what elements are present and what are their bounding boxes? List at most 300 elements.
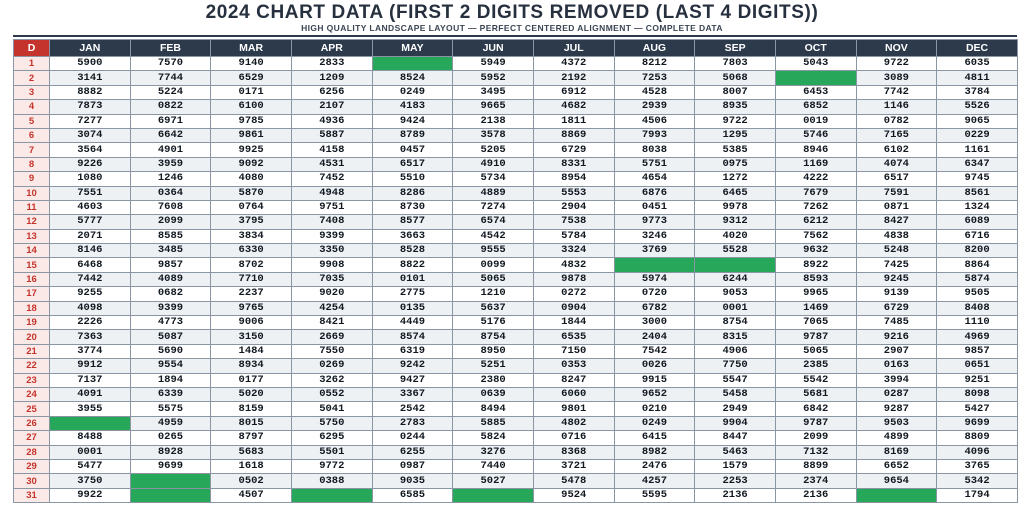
value-cell-jun: 5637 [453,301,534,315]
value-cell-oct: 9787 [775,330,856,344]
value-cell-mar: 0502 [211,474,292,488]
value-cell-sep: 8315 [695,330,776,344]
value-cell-may: 0101 [372,272,453,286]
value-cell-mar: 5020 [211,387,292,401]
value-cell-feb: 7608 [130,200,211,214]
value-cell-jul: 6060 [533,387,614,401]
month-header-oct: OCT [775,40,856,57]
value-cell-jun: 2138 [453,114,534,128]
value-cell-jul: 9878 [533,272,614,286]
highlighted-empty-cell-jan [50,416,131,430]
value-cell-feb: 9399 [130,301,211,315]
value-cell-dec: 8098 [937,387,1018,401]
value-cell-nov: 3089 [856,71,937,85]
value-cell-feb: 3959 [130,157,211,171]
value-cell-mar: 8797 [211,431,292,445]
value-cell-nov: 9139 [856,287,937,301]
value-cell-feb: 5575 [130,402,211,416]
value-cell-apr: 9751 [291,200,372,214]
value-cell-jul: 5478 [533,474,614,488]
value-cell-jan: 1080 [50,172,131,186]
value-cell-jun: 5027 [453,474,534,488]
month-header-nov: NOV [856,40,937,57]
value-cell-jun: 1210 [453,287,534,301]
value-cell-dec: 6035 [937,57,1018,71]
value-cell-nov: 9654 [856,474,937,488]
value-cell-mar: 0171 [211,85,292,99]
value-cell-apr: 4158 [291,143,372,157]
value-cell-aug: 9652 [614,387,695,401]
value-cell-jul: 6729 [533,143,614,157]
value-cell-jun: 2380 [453,373,534,387]
value-cell-jul: 0904 [533,301,614,315]
value-cell-apr: 7550 [291,344,372,358]
day-number-cell: 19 [14,316,50,330]
value-cell-may: 9427 [372,373,453,387]
value-cell-aug: 2939 [614,100,695,114]
value-cell-nov: 4838 [856,229,937,243]
value-cell-oct: 5746 [775,128,856,142]
value-cell-aug: 4506 [614,114,695,128]
value-cell-mar: 8015 [211,416,292,430]
value-cell-jul: 8331 [533,157,614,171]
value-cell-aug: 4528 [614,85,695,99]
value-cell-jan: 7363 [50,330,131,344]
day-number-cell: 16 [14,272,50,286]
table-row [14,416,1018,430]
value-cell-jan: 9255 [50,287,131,301]
value-cell-sep: 1272 [695,172,776,186]
value-cell-sep: 8935 [695,100,776,114]
value-cell-nov: 6729 [856,301,937,315]
value-cell-apr: 5041 [291,402,372,416]
value-cell-dec: 8561 [937,186,1018,200]
value-cell-jan: 7137 [50,373,131,387]
highlighted-empty-cell-feb [130,474,211,488]
highlighted-empty-cell-aug [614,258,695,272]
value-cell-may: 4449 [372,316,453,330]
value-cell-jan: 8882 [50,85,131,99]
day-number-cell: 5 [14,114,50,128]
table-row [14,244,1018,258]
value-cell-nov: 4074 [856,157,937,171]
table-row [14,373,1018,387]
value-cell-jan: 7277 [50,114,131,128]
month-header-may: MAY [372,40,453,57]
value-cell-jan: 2226 [50,316,131,330]
value-cell-mar: 6330 [211,244,292,258]
value-cell-jun: 5205 [453,143,534,157]
value-cell-feb: 9857 [130,258,211,272]
value-cell-aug: 6876 [614,186,695,200]
value-cell-nov: 8169 [856,445,937,459]
value-cell-sep: 2949 [695,402,776,416]
value-cell-sep: 4020 [695,229,776,243]
value-cell-nov: 9722 [856,57,937,71]
value-cell-dec: 1110 [937,316,1018,330]
value-cell-jun: 8754 [453,330,534,344]
value-cell-jun: 5949 [453,57,534,71]
value-cell-sep: 5547 [695,373,776,387]
value-cell-dec: 8200 [937,244,1018,258]
value-cell-may: 4183 [372,100,453,114]
value-cell-dec: 5526 [937,100,1018,114]
value-cell-feb: 7570 [130,57,211,71]
table-row [14,287,1018,301]
value-cell-feb: 4773 [130,316,211,330]
value-cell-aug: 5751 [614,157,695,171]
value-cell-feb: 7744 [130,71,211,85]
value-cell-jan: 8146 [50,244,131,258]
value-cell-oct: 8899 [775,459,856,473]
value-cell-apr: 2833 [291,57,372,71]
value-cell-jul: 6535 [533,330,614,344]
day-number-cell: 9 [14,172,50,186]
day-number-cell: 29 [14,459,50,473]
value-cell-apr: 4948 [291,186,372,200]
highlighted-empty-cell-oct [775,71,856,85]
value-cell-may: 8286 [372,186,453,200]
value-cell-apr: 7035 [291,272,372,286]
value-cell-aug: 2404 [614,330,695,344]
value-cell-apr: 8421 [291,316,372,330]
value-cell-sep: 7750 [695,359,776,373]
value-cell-dec: 9065 [937,114,1018,128]
value-cell-may: 6517 [372,157,453,171]
table-row [14,445,1018,459]
value-cell-feb: 9699 [130,459,211,473]
value-cell-nov: 4899 [856,431,937,445]
value-cell-may: 3367 [372,387,453,401]
highlighted-empty-cell-jun [453,488,534,502]
value-cell-oct: 9965 [775,287,856,301]
value-cell-jun: 6574 [453,215,534,229]
highlighted-empty-cell-sep [695,258,776,272]
table-row [14,100,1018,114]
value-cell-jun: 9665 [453,100,534,114]
value-cell-may: 8528 [372,244,453,258]
month-header-dec: DEC [937,40,1018,57]
value-cell-jun: 3495 [453,85,534,99]
title-divider [13,35,1017,37]
value-cell-oct: 5065 [775,344,856,358]
value-cell-may: 8524 [372,71,453,85]
value-cell-may: 0249 [372,85,453,99]
value-cell-feb: 4089 [130,272,211,286]
month-header-feb: FEB [130,40,211,57]
day-number-cell: 27 [14,431,50,445]
value-cell-nov: 1146 [856,100,937,114]
value-cell-nov: 2907 [856,344,937,358]
value-cell-apr: 4936 [291,114,372,128]
value-cell-dec: 4969 [937,330,1018,344]
value-cell-dec: 9505 [937,287,1018,301]
value-cell-aug: 8038 [614,143,695,157]
value-cell-dec: 3784 [937,85,1018,99]
value-cell-may: 8730 [372,200,453,214]
value-cell-jan: 3955 [50,402,131,416]
value-cell-mar: 8702 [211,258,292,272]
value-cell-aug: 6782 [614,301,695,315]
value-cell-oct: 6212 [775,215,856,229]
value-cell-jul: 4802 [533,416,614,430]
value-cell-sep: 5068 [695,71,776,85]
value-cell-nov: 9503 [856,416,937,430]
page-title: 2024 CHART DATA (FIRST 2 DIGITS REMOVED (LAST 4 DIGITS)) [205,2,819,23]
value-cell-feb: 9554 [130,359,211,373]
value-cell-aug: 0451 [614,200,695,214]
value-cell-oct: 7679 [775,186,856,200]
value-cell-mar: 9765 [211,301,292,315]
value-cell-jan: 3074 [50,128,131,142]
value-cell-sep: 9722 [695,114,776,128]
day-number-cell: 12 [14,215,50,229]
value-cell-aug: 0249 [614,416,695,430]
value-cell-jul: 2192 [533,71,614,85]
value-cell-apr: 4254 [291,301,372,315]
value-cell-dec: 6347 [937,157,1018,171]
value-cell-oct: 9787 [775,416,856,430]
day-number-cell: 14 [14,244,50,258]
value-cell-may: 3663 [372,229,453,243]
value-cell-may: 8577 [372,215,453,229]
value-cell-dec: 3765 [937,459,1018,473]
value-cell-aug: 3000 [614,316,695,330]
table-row [14,301,1018,315]
value-cell-jul: 9524 [533,488,614,502]
value-cell-jul: 1811 [533,114,614,128]
value-cell-dec: 9699 [937,416,1018,430]
value-cell-jan: 7442 [50,272,131,286]
value-cell-aug: 4654 [614,172,695,186]
value-cell-sep: 6244 [695,272,776,286]
value-cell-may: 9035 [372,474,453,488]
value-cell-apr: 4531 [291,157,372,171]
value-cell-may: 9242 [372,359,453,373]
table-row [14,431,1018,445]
value-cell-mar: 9925 [211,143,292,157]
value-cell-jun: 5734 [453,172,534,186]
table-row [14,157,1018,171]
value-cell-oct: 6842 [775,402,856,416]
value-cell-sep: 2253 [695,474,776,488]
table-row [14,474,1018,488]
day-number-cell: 26 [14,416,50,430]
value-cell-jun: 5251 [453,359,534,373]
value-cell-may: 2783 [372,416,453,430]
table-row [14,488,1018,502]
table-row [14,387,1018,401]
value-cell-aug: 7542 [614,344,695,358]
value-cell-nov: 7591 [856,186,937,200]
day-number-cell: 23 [14,373,50,387]
value-cell-jun: 9555 [453,244,534,258]
value-cell-jan: 4091 [50,387,131,401]
table-row [14,316,1018,330]
value-cell-nov: 6102 [856,143,937,157]
day-number-cell: 4 [14,100,50,114]
value-cell-sep: 4906 [695,344,776,358]
value-cell-jul: 4372 [533,57,614,71]
value-cell-jul: 5784 [533,229,614,243]
month-header-sep: SEP [695,40,776,57]
value-cell-mar: 0764 [211,200,292,214]
value-cell-mar: 9006 [211,316,292,330]
value-cell-apr: 0269 [291,359,372,373]
day-number-cell: 31 [14,488,50,502]
table-row [14,186,1018,200]
day-number-cell: 21 [14,344,50,358]
month-header-jun: JUN [453,40,534,57]
value-cell-feb: 0265 [130,431,211,445]
value-cell-jan: 5477 [50,459,131,473]
value-cell-jul: 0716 [533,431,614,445]
value-cell-jan: 7873 [50,100,131,114]
value-cell-sep: 2136 [695,488,776,502]
day-number-cell: 7 [14,143,50,157]
day-number-cell: 6 [14,128,50,142]
value-cell-jun: 4542 [453,229,534,243]
value-cell-nov: 8427 [856,215,937,229]
day-number-cell: 11 [14,200,50,214]
value-cell-feb: 4959 [130,416,211,430]
value-cell-jul: 0353 [533,359,614,373]
highlighted-empty-cell-feb [130,488,211,502]
value-cell-sep: 1579 [695,459,776,473]
value-cell-feb: 3485 [130,244,211,258]
value-cell-nov: 9245 [856,272,937,286]
value-cell-may: 0457 [372,143,453,157]
value-cell-mar: 5870 [211,186,292,200]
value-cell-jun: 5952 [453,71,534,85]
value-cell-mar: 5683 [211,445,292,459]
value-cell-oct: 1169 [775,157,856,171]
month-header-jan: JAN [50,40,131,57]
value-cell-dec: 9857 [937,344,1018,358]
value-cell-mar: 1484 [211,344,292,358]
value-cell-dec: 9745 [937,172,1018,186]
table-row [14,143,1018,157]
value-cell-jun: 7440 [453,459,534,473]
value-cell-apr: 5887 [291,128,372,142]
value-cell-oct: 9632 [775,244,856,258]
value-cell-jun: 3276 [453,445,534,459]
value-cell-apr: 5501 [291,445,372,459]
value-cell-feb: 5690 [130,344,211,358]
table-row [14,258,1018,272]
value-cell-jun: 5176 [453,316,534,330]
value-cell-mar: 3150 [211,330,292,344]
value-cell-oct: 7562 [775,229,856,243]
value-cell-sep: 5385 [695,143,776,157]
value-cell-sep: 9312 [695,215,776,229]
value-cell-jul: 1844 [533,316,614,330]
value-cell-jan: 5900 [50,57,131,71]
value-cell-apr: 7452 [291,172,372,186]
value-cell-mar: 8159 [211,402,292,416]
value-cell-jan: 3141 [50,71,131,85]
value-cell-apr: 5750 [291,416,372,430]
value-cell-dec: 6716 [937,229,1018,243]
value-cell-feb: 6642 [130,128,211,142]
value-cell-jan: 0001 [50,445,131,459]
value-cell-feb: 8928 [130,445,211,459]
value-cell-jun: 3578 [453,128,534,142]
value-cell-aug: 5974 [614,272,695,286]
day-number-cell: 3 [14,85,50,99]
value-cell-oct: 8946 [775,143,856,157]
value-cell-dec: 5874 [937,272,1018,286]
value-cell-dec: 4811 [937,71,1018,85]
highlighted-empty-cell-apr [291,488,372,502]
value-cell-mar: 9092 [211,157,292,171]
value-cell-jul: 4832 [533,258,614,272]
day-number-cell: 13 [14,229,50,243]
value-cell-may: 8574 [372,330,453,344]
value-cell-oct: 6852 [775,100,856,114]
value-cell-feb: 5087 [130,330,211,344]
value-cell-dec: 8809 [937,431,1018,445]
day-number-cell: 17 [14,287,50,301]
value-cell-may: 0987 [372,459,453,473]
table-row [14,344,1018,358]
value-cell-oct: 0019 [775,114,856,128]
value-cell-mar: 9140 [211,57,292,71]
value-cell-nov: 7742 [856,85,937,99]
value-cell-jan: 8488 [50,431,131,445]
value-cell-aug: 8212 [614,57,695,71]
value-cell-aug: 9915 [614,373,695,387]
value-cell-jan: 5777 [50,215,131,229]
table-body [14,57,1018,503]
day-number-cell: 8 [14,157,50,171]
day-number-cell: 10 [14,186,50,200]
value-cell-mar: 6100 [211,100,292,114]
value-cell-jun: 4889 [453,186,534,200]
value-cell-mar: 3795 [211,215,292,229]
value-cell-aug: 8982 [614,445,695,459]
value-cell-oct: 8593 [775,272,856,286]
table-row [14,459,1018,473]
highlighted-empty-cell-nov [856,488,937,502]
value-cell-aug: 0026 [614,359,695,373]
value-cell-nov: 7485 [856,316,937,330]
value-cell-mar: 0177 [211,373,292,387]
value-cell-mar: 3834 [211,229,292,243]
value-cell-dec: 6089 [937,215,1018,229]
day-column-header: D [14,40,50,57]
header-row [14,40,1018,57]
value-cell-sep: 9904 [695,416,776,430]
value-cell-oct: 2136 [775,488,856,502]
value-cell-jul: 7150 [533,344,614,358]
value-cell-jul: 9801 [533,402,614,416]
value-cell-aug: 3246 [614,229,695,243]
value-cell-oct: 4222 [775,172,856,186]
value-cell-apr: 9399 [291,229,372,243]
value-cell-dec: 5342 [937,474,1018,488]
value-cell-feb: 0822 [130,100,211,114]
value-cell-oct: 7065 [775,316,856,330]
value-cell-mar: 9861 [211,128,292,142]
value-cell-jul: 6912 [533,85,614,99]
day-number-cell: 1 [14,57,50,71]
value-cell-mar: 1618 [211,459,292,473]
value-cell-dec: 1324 [937,200,1018,214]
value-cell-dec: 4096 [937,445,1018,459]
value-cell-oct: 5542 [775,373,856,387]
value-cell-may: 8822 [372,258,453,272]
